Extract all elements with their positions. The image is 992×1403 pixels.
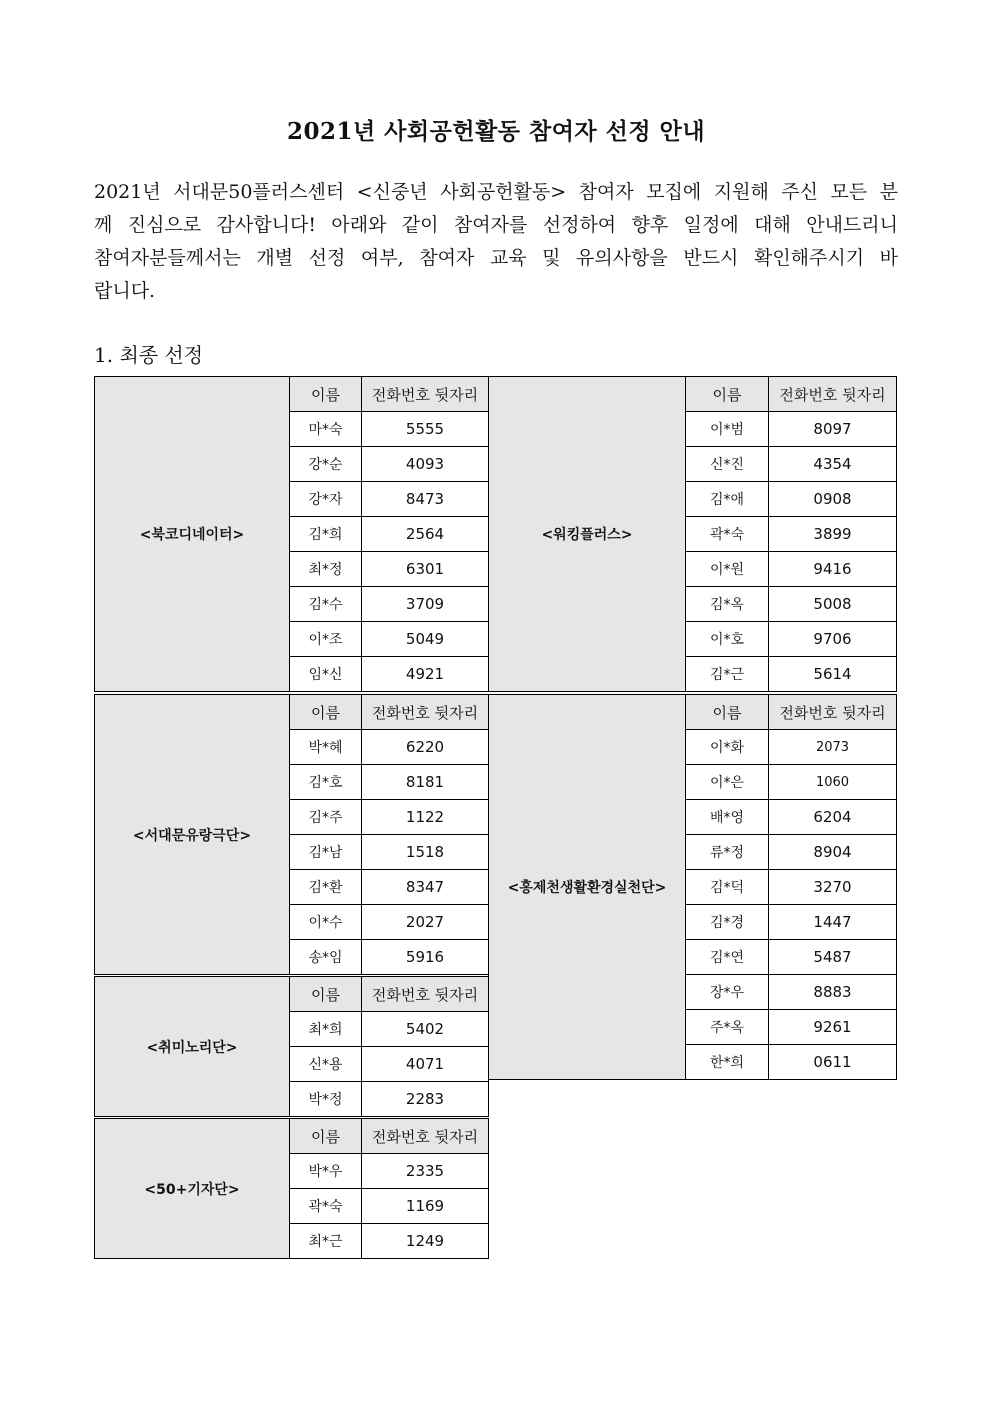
participant-name: 이*은 [686,765,769,800]
header-name: 이름 [290,977,362,1012]
participant-name: 김*환 [290,870,362,905]
participant-name: 김*수 [290,587,362,622]
participant-phone: 1518 [362,835,489,870]
participant-phone: 5049 [362,622,489,657]
participant-phone: 5614 [769,657,897,692]
participant-name: 김*애 [686,482,769,517]
intro-line: 께 진심으로 감사합니다! 아래와 같이 참여자를 선정하여 향후 일정에 대해 안내드리니 [94,214,898,236]
table-header-row [95,1119,489,1154]
intro-line: 랍니다. [94,280,156,302]
participant-phone: 0908 [769,482,897,517]
header-phone: 전화번호 뒷자리 [362,1119,489,1154]
participant-phone: 1447 [769,905,897,940]
header-name: 이름 [290,695,362,730]
intro-line: 2021년 서대문50플러스센터 <신중년 사회공헌활동> 참여자 모집에 지원해 주신 모든 분 [94,181,898,203]
participant-name: 김*근 [686,657,769,692]
participant-phone: 1122 [362,800,489,835]
table-header-row [95,695,489,730]
participant-phone: 2073 [769,730,897,765]
participant-name: 이*범 [686,412,769,447]
participant-name: 이*수 [290,905,362,940]
group-table-theater [94,694,489,975]
participant-phone: 9706 [769,622,897,657]
participant-phone: 5555 [362,412,489,447]
participant-phone: 5487 [769,940,897,975]
participant-phone: 4071 [362,1047,489,1082]
group-table-bookcoord [94,376,489,692]
participant-name: 최*정 [290,552,362,587]
participant-name: 배*영 [686,800,769,835]
participant-phone: 2564 [362,517,489,552]
participant-phone: 8883 [769,975,897,1010]
header-phone: 전화번호 뒷자리 [769,695,897,730]
header-name: 이름 [290,1119,362,1154]
group-name: <북코디네이터> [95,377,290,692]
intro-paragraph [94,176,898,308]
participant-phone: 8473 [362,482,489,517]
participant-phone: 8347 [362,870,489,905]
header-name: 이름 [686,377,769,412]
header-phone: 전화번호 뒷자리 [362,977,489,1012]
table-header-row [95,977,489,1012]
header-phone: 전화번호 뒷자리 [769,377,897,412]
participant-phone: 0611 [769,1045,897,1080]
group-name: <50+기자단> [95,1119,290,1259]
participant-phone: 8181 [362,765,489,800]
participant-phone: 6204 [769,800,897,835]
participant-name: 박*정 [290,1082,362,1117]
table-header-row [489,695,897,730]
participant-phone: 9261 [769,1010,897,1045]
participant-name: 신*용 [290,1047,362,1082]
intro-line: 참여자분들께서는 개별 선정 여부, 참여자 교육 및 유의사항을 반드시 확인해주시기 바 [94,247,898,269]
participant-name: 이*화 [686,730,769,765]
participant-phone: 2283 [362,1082,489,1117]
participant-name: 박*우 [290,1154,362,1189]
participant-phone: 6220 [362,730,489,765]
participant-phone: 5916 [362,940,489,975]
participant-phone: 5402 [362,1012,489,1047]
table-header-row [489,377,897,412]
participant-phone: 2027 [362,905,489,940]
participant-name: 한*희 [686,1045,769,1080]
participant-name: 김*옥 [686,587,769,622]
participant-name: 신*진 [686,447,769,482]
participant-phone: 8904 [769,835,897,870]
participant-name: 최*근 [290,1224,362,1259]
participant-phone: 3899 [769,517,897,552]
header-name: 이름 [290,377,362,412]
participant-name: 김*덕 [686,870,769,905]
participant-name: 강*순 [290,447,362,482]
group-name: <홍제천생활환경실천단> [489,695,686,1080]
participant-name: 류*정 [686,835,769,870]
participant-phone: 2335 [362,1154,489,1189]
participant-phone: 8097 [769,412,897,447]
participant-name: 강*자 [290,482,362,517]
participant-name: 이*조 [290,622,362,657]
participant-name: 김*연 [686,940,769,975]
participant-phone: 1169 [362,1189,489,1224]
participant-name: 김*남 [290,835,362,870]
participant-name: 김*희 [290,517,362,552]
page-title: 2021년 사회공헌활동 참여자 선정 안내 [286,118,706,145]
participant-name: 김*경 [686,905,769,940]
header-phone: 전화번호 뒷자리 [362,695,489,730]
participant-name: 장*우 [686,975,769,1010]
participant-phone: 4093 [362,447,489,482]
participant-phone: 3270 [769,870,897,905]
group-table-reporter [94,1118,489,1259]
participant-phone: 4921 [362,657,489,692]
group-name: <워킹플러스> [489,377,686,692]
participant-phone: 9416 [769,552,897,587]
participant-name: 이*원 [686,552,769,587]
participant-phone: 1060 [769,765,897,800]
participant-name: 김*주 [290,800,362,835]
group-name: <서대문유랑극단> [95,695,290,975]
participant-name: 박*혜 [290,730,362,765]
group-table-hobby [94,976,489,1117]
participant-name: 곽*숙 [686,517,769,552]
participant-name: 이*호 [686,622,769,657]
table-header-row [95,377,489,412]
participant-phone: 6301 [362,552,489,587]
participant-name: 송*임 [290,940,362,975]
participant-phone: 4354 [769,447,897,482]
participant-phone: 1249 [362,1224,489,1259]
participant-phone: 5008 [769,587,897,622]
header-name: 이름 [686,695,769,730]
participant-phone: 3709 [362,587,489,622]
participant-name: 최*희 [290,1012,362,1047]
group-table-env [488,694,897,1080]
participant-name: 마*숙 [290,412,362,447]
header-phone: 전화번호 뒷자리 [362,377,489,412]
group-name: <취미노리단> [95,977,290,1117]
participant-name: 주*옥 [686,1010,769,1045]
group-table-working [488,376,897,692]
participant-name: 김*호 [290,765,362,800]
participant-name: 임*신 [290,657,362,692]
participant-name: 곽*숙 [290,1189,362,1224]
section-heading: 1. 최종 선정 [94,343,204,367]
